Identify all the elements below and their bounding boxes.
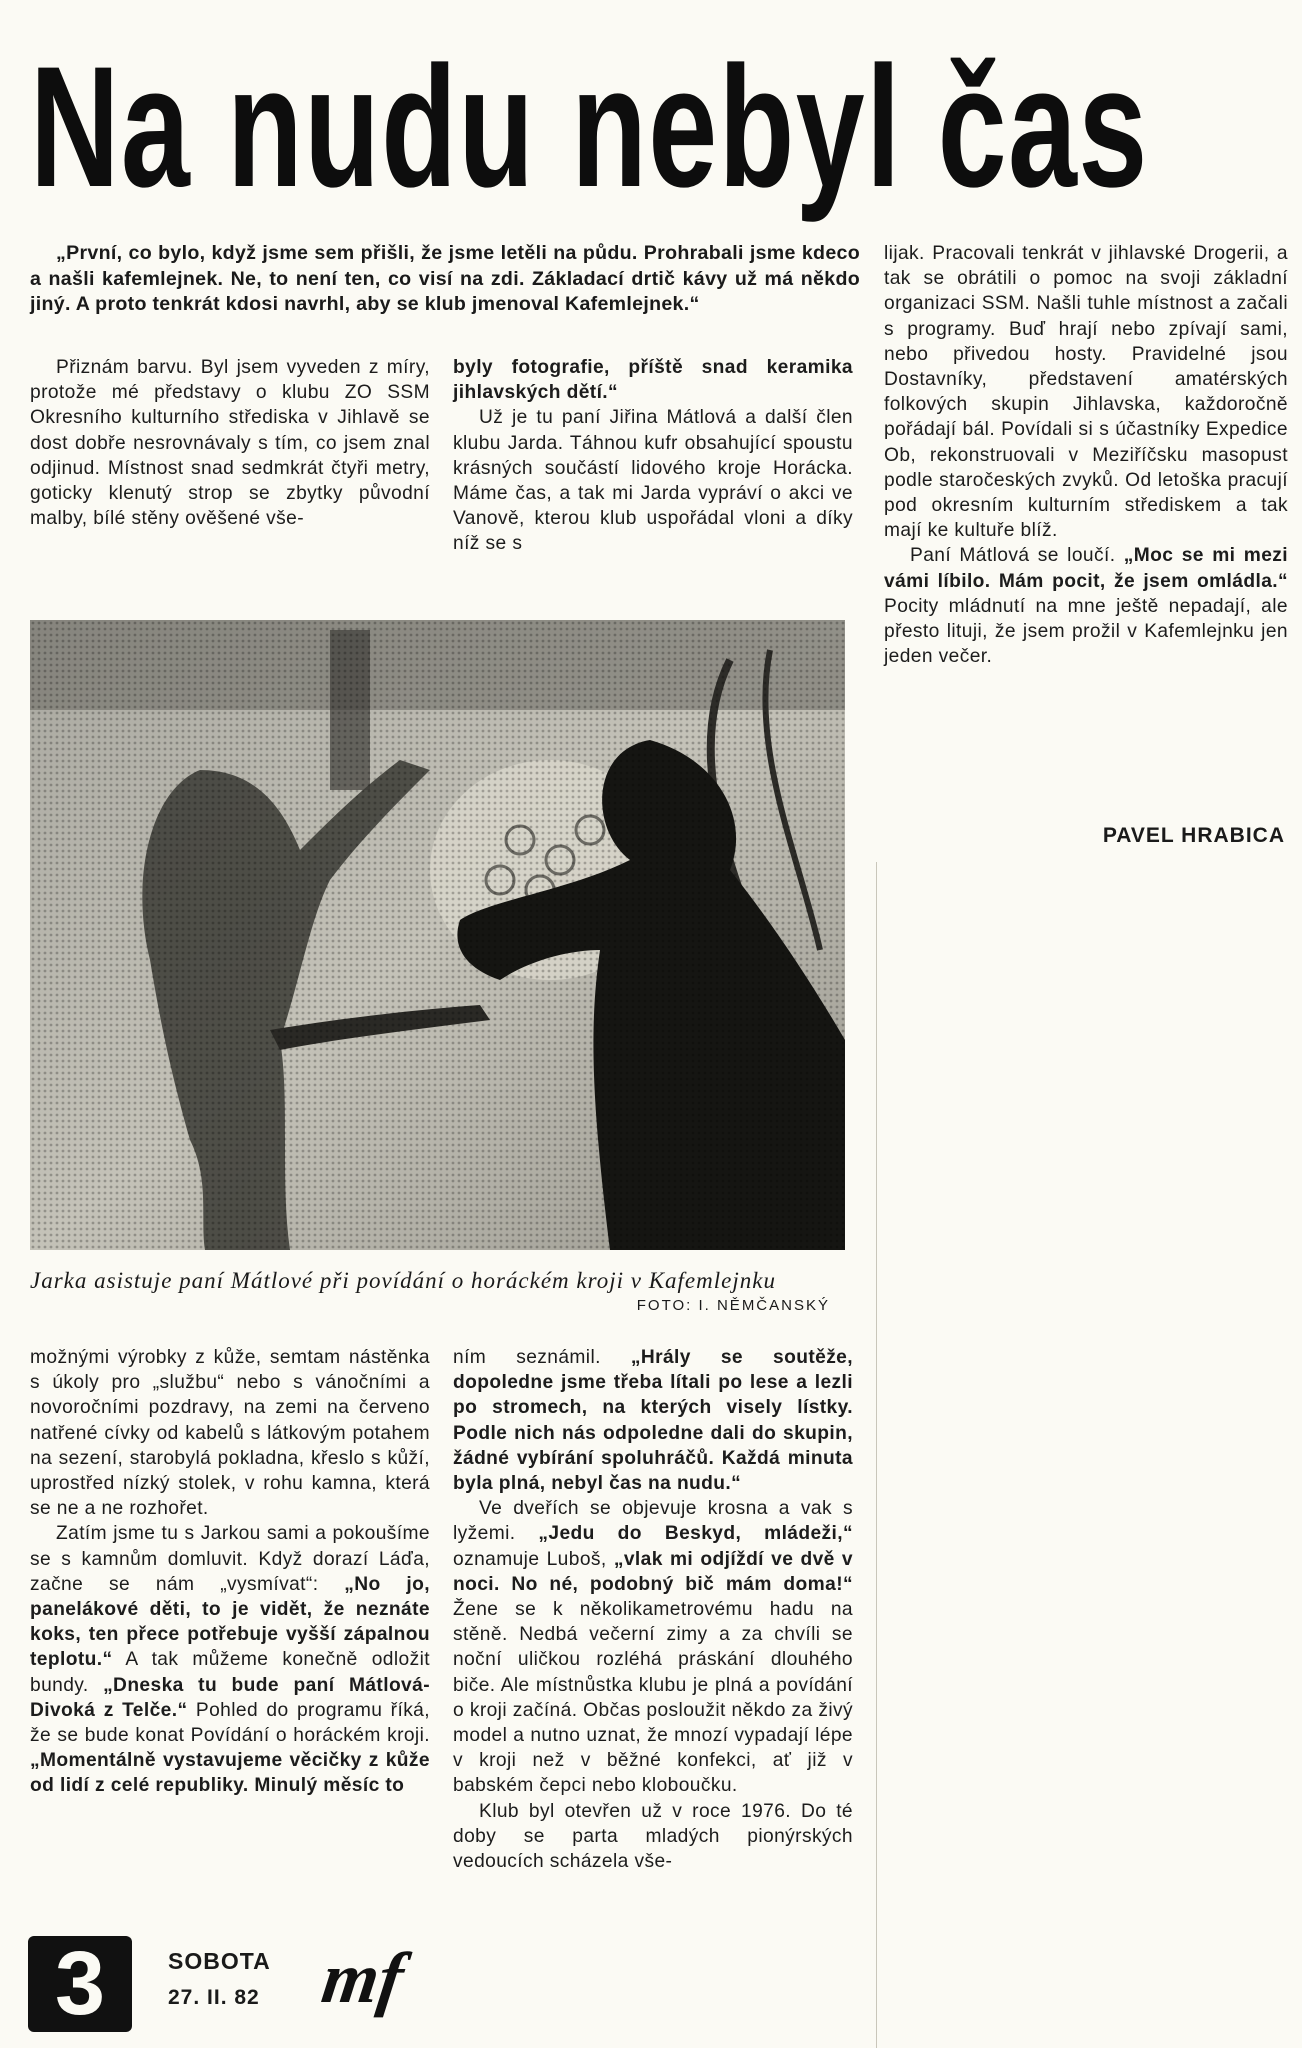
quote-bold: „No jo, panelákové děti, to je vidět, že neznáte koks, ten přece potřebuje vyšší zápalnou teplotu.“ (30, 1573, 430, 1671)
paragraph-closing (884, 543, 1288, 669)
logo-text: mf (317, 1938, 409, 2018)
quote-bold: „Momentálně vystavujeme věcičky z kůže od lidí z celé republiky. Minulý měsíc to (30, 1750, 430, 1797)
column-2-top (453, 355, 853, 557)
column-divider (876, 862, 877, 2048)
lead-paragraph: „První, co bylo, když jsme sem přišli, že jsme letěli na půdu. Prohrabali jsme kdeco a našli kafemlejnek. Ne, to není ten, co visí na zdi. Základací drtič kávy už má někdo jiný. A proto tenkrát kdosi navrhl, aby se klub jmenoval Kafemlejnek.“ (30, 242, 860, 315)
paragraph: lijak. Pracovali tenkrát v jihlavské Drogerii, a tak se obrátili o pomoc na svoji základní organizaci SSM. Našli tuhle místnost a začali s programy. Buď hrají nebo zpívají sami, nebo přivedou hosty. Pravidelné jsou Dostavníky, představení amatérských folkových skupin Jihlavska, každoročně pořádají bál. Povídali si s účastníky Expedice Ob, rekonstruovali v Meziříčsku masopust podle staročeských zvyků. Od letoška pracují pod okresním kulturním střediskem a tak mají ke kultuře blíž. (884, 243, 1288, 542)
article-photo (30, 620, 845, 1250)
text-span: oznamuje Luboš, (453, 1548, 614, 1570)
text-span: Pocity mládnutí na mne ještě nepadají, ale přesto lituji, že jsem prožil v Kafemlejnku jen jeden večer. (884, 595, 1288, 668)
author-byline: PAVEL HRABICA (1102, 824, 1285, 847)
column-3 (884, 241, 1288, 669)
paragraph (453, 1345, 853, 1496)
quote-bold: „Moc se mi mezi vámi líbilo. Mám pocit, že jsem omládla.“ (884, 545, 1288, 592)
paragraph: Klub byl otevřen už v roce 1976. Do té doby se parta mladých pionýrských vedoucích scházela vše- (453, 1800, 853, 1873)
quote-bold: „Hrály se soutěže, dopoledne jsme třeba lítali po lese a lezli po stromech, na kterých visely lístky. Podle nich nás odpoledne dali do skupin, žádné vybírání spoluhráčů. Každá minuta byla plná, nebyl čas na nudu.“ (453, 1347, 853, 1495)
quote-bold: „Jedu do Beskyd, mládeži,“ (538, 1523, 854, 1545)
paragraph: Už je tu paní Jiřina Mátlová a další člen klubu Jarda. Táhnou kufr obsahující spoustu krásných součástí lidového kroje Horácka. Máme čas, a tak mi Jarda vypráví o akci ve Vanově, kterou klub uspořádal vloni a díky níž se s (453, 407, 853, 555)
issue-day: SOBOTA (168, 1948, 271, 1974)
photo-image (30, 620, 845, 1250)
text-span: Ve dveřích se objevuje krosna a vak s lyžemi. (453, 1498, 853, 1545)
paragraph (453, 1496, 853, 1798)
text-span: Pohled do programu říká, že se bude konat Povídání o horáckém kroji. (30, 1699, 430, 1747)
issue-date: 27. II. 82 (168, 1986, 260, 2009)
paragraph: Přiznám barvu. Byl jsem vyveden z míry, protože mé představy o klubu ZO SSM Okresního kulturního střediska v Jihlavě se dost dobře nesrovnávaly s tím, co jsem znal odjinud. Místnost snad sedmkrát čtyři metry, goticky klenutý strop se zbytky původní malby, bílé stěny ověšené vše- (30, 357, 430, 530)
column-1-bottom (30, 1345, 430, 1799)
quote-bold: „Dneska tu bude paní Mátlová-Divoká z Telče.“ (30, 1674, 430, 1721)
paragraph: možnými výrobky z kůže, semtam nástěnka s úkoly pro „službu“ nebo s vánočními a novoročními pozdravy, na zemi na červeno natřené cívky od kabelů s látkovým potahem na sezení, starobylá pokladna, křeslo s kůží, uprostřed nízký stolek, v rohu kamna, která se ne a ne rozhořet. (30, 1347, 430, 1520)
photo-caption: Jarka asistuje paní Mátlové při povídání o horáckém kroji v Kafemlejnku (30, 1268, 776, 1293)
page-number: 3 (28, 1936, 132, 2032)
text-span: Paní Mátlová se loučí. (910, 545, 1124, 567)
text-span: Žene se k několikametrovému hadu na stěně. Nedbá večerní zimy a za chvíli se noční uličkou rozléhá práskání dlouhého biče. Ale místnůstka klubu je plná a povídání o kroji začíná. Občas posloužit někdo za živý model a nutno uznat, že mnozí vypadají lépe v kroji než v běžné konfekci, ať již v babském čepci nebo kloboučku. (453, 1599, 853, 1797)
quote-bold: „vlak mi odjíždí ve dvě v noci. No né, podobný bič mám doma!“ (453, 1548, 854, 1595)
newspaper-logo (298, 1928, 428, 2028)
paragraph (30, 1521, 430, 1798)
text-span: ním seznámil. (453, 1347, 631, 1368)
photo-credit: FOTO: I. NĚMČANSKÝ (636, 1297, 830, 1314)
text-span: A tak můžeme konečně odložit bundy. (30, 1649, 430, 1696)
column-1-top (30, 355, 430, 531)
column-2-bottom (453, 1345, 853, 1874)
text-span: Zatím jsme tu s Jarkou sami a pokoušíme se s kamnům domluvit. Když dorazí Láďa, začne se nám „vysmívat“: (30, 1523, 430, 1595)
headline: Na nudu nebyl čas (30, 31, 1149, 223)
quote-continuation: byly fotografie, příště snad keramika jihlavských dětí.“ (453, 357, 853, 404)
